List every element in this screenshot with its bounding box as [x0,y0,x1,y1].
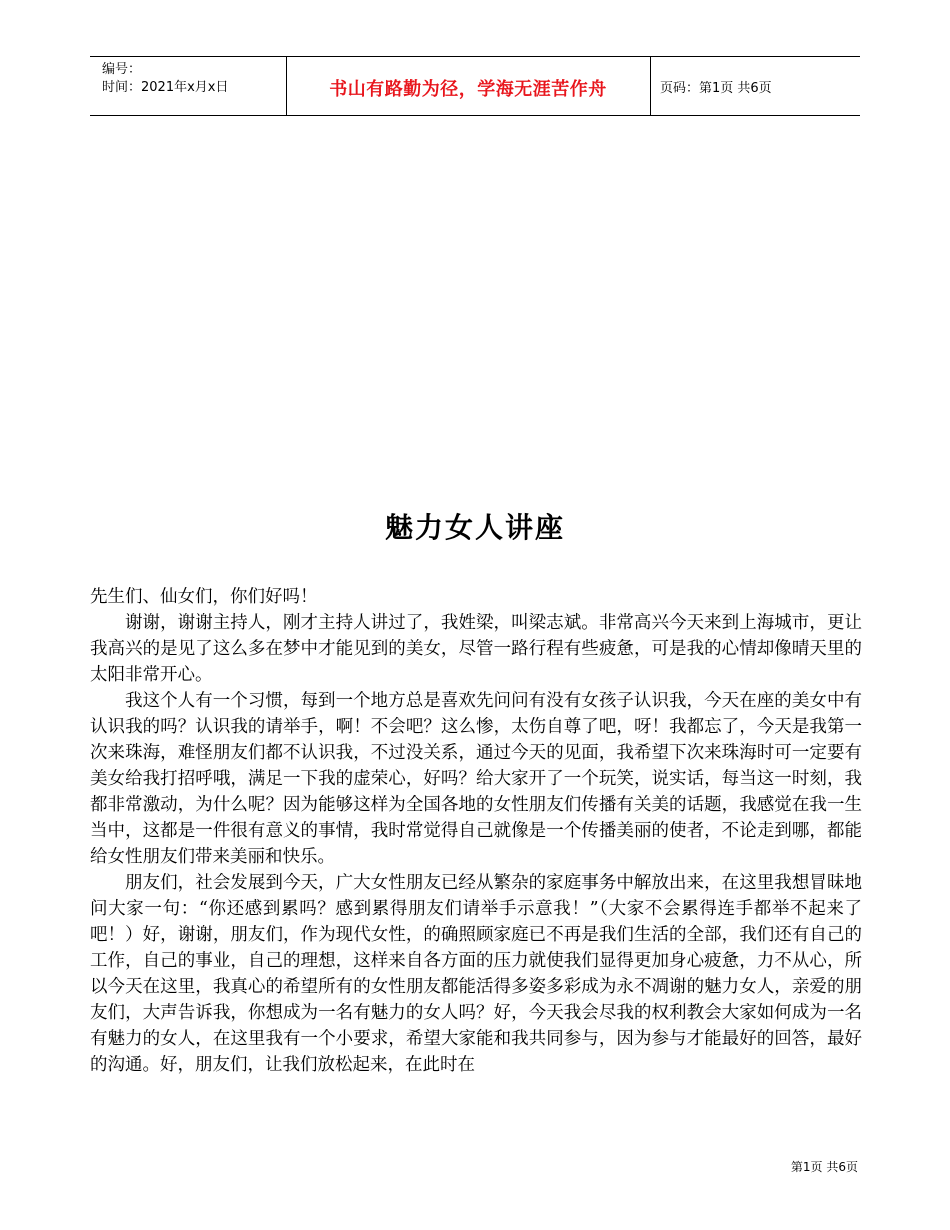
document-number-label: 编号： [102,62,142,77]
document-title: 魅力女人讲座 [384,511,565,544]
paragraph: 我这个人有一个习惯，每到一个地方总是喜欢先问问有没有女孩子认识我，今天在座的美女中有认识我的吗？认识我的请举手，啊！不会吧？这么惨，太伤自尊了吧，呀！我都忘了，今天是我第一次来珠海，难怪朋友们都不认识我，不过没关系，通过今天的见面，我希望下次来珠海时可一定要有美女给我打招呼哦，满足一下我的虚荣心，好吗？给大家开了一个玩笑，说实话，每当这一时刻，我都非常激动，为什么呢？因为能够这样为全国各地的女性朋友们传播有关美的话题，我感觉在我一生当中，这都是一件很有意义的事情，我时常觉得自己就像是一个传播美丽的使者，不论走到哪，都能给女性朋友们带来美丽和快乐。 [90,691,862,867]
page-footer: 第1页 共6页 [790,1160,858,1174]
header-divider-right [650,57,651,115]
paragraph: 谢谢，谢谢主持人，刚才主持人讲过了，我姓梁，叫梁志斌。非常高兴今天来到上海城市，更让我高兴的是见了这么多在梦中才能见到的美女，尽管一路行程有些疲惫，可是我的心情却像晴天里的太阳非常开心。 [90,613,862,685]
header-page-info: 页码：第1页 共6页 [660,81,772,96]
header-meta [102,61,228,97]
document-time-label: 时间：2021年x月x日 [102,80,229,95]
paragraph-greeting: 先生们、仙女们，你们好吗！ [90,587,318,607]
paragraph: 朋友们，社会发展到今天，广大女性朋友已经从繁杂的家庭事务中解放出来，在这里我想冒昧地问大家一句：“你还感到累吗？感到累得朋友们请举手示意我！”（大家不会累得连手都举不起来了吧！）好，谢谢，朋友们，作为现代女性，的确照顾家庭已不再是我们生活的全部，我们还有自己的工作，自己的事业，自己的理想，这样来自各方面的压力就使我们显得更加身心疲惫，力不从心，所以今天在这里，我真心的希望所有的女性朋友都能活得多姿多彩成为永不凋谢的魅力女人，亲爱的朋友们，大声告诉我，你想成为一名有魅力的女人吗？好，今天我会尽我的权利教会大家如何成为一名有魅力的女人，在这里我有一个小要求，希望大家能和我共同参与，因为参与才能最好的回答，最好的沟通。好，朋友们，让我们放松起来，在此时在 [90,873,862,1075]
header-motto: 书山有路勤为径，学海无涯苦作舟 [329,79,607,100]
document-body [90,584,862,1078]
page-header [90,56,860,116]
